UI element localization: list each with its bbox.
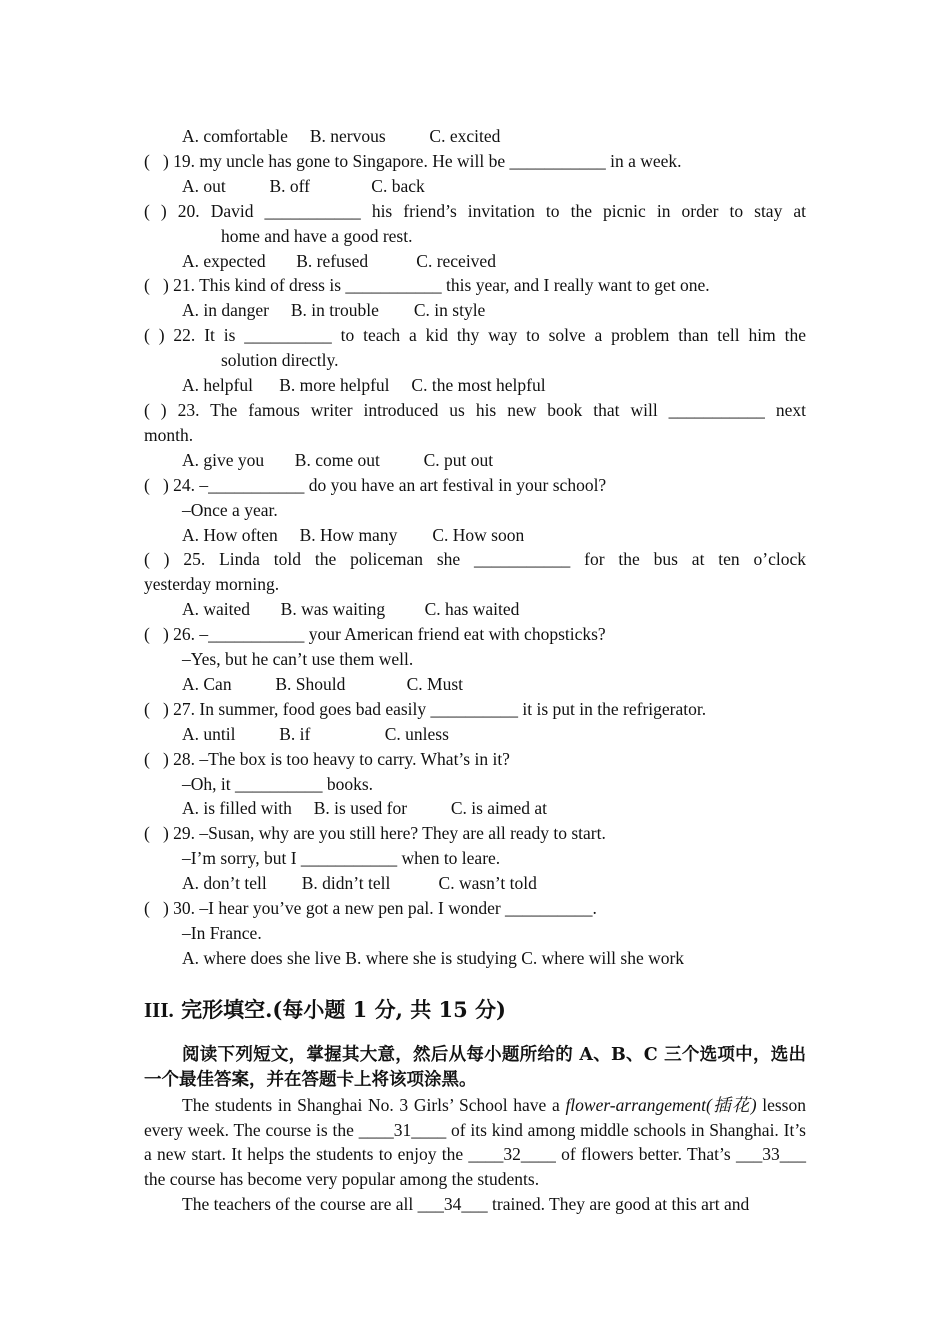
q23-options: A. give you B. come out C. put out (182, 449, 494, 470)
q20-stem-cont: home and have a good rest. (221, 225, 413, 246)
q25-stem: ( ) 25. Linda told the policeman she ___________ for the bus at ten o’clock (144, 549, 807, 570)
q27-stem: ( ) 27. In summer, food goes bad easily __________ it is put in the refrigerator. (144, 698, 707, 719)
instructions: 阅读下列短文，掌握其大意，然后从每小题所给的 A、B、C 三个选项中，选出一个最佳答案，并在答题卡上将该项涂黑。 (144, 1044, 806, 1090)
q21-stem: ( ) 21. This kind of dress is ___________ this year, and I really want to get one. (144, 275, 710, 296)
q28-stem: ( ) 28. –The box is too heavy to carry. What’s in it? (144, 748, 510, 769)
q23-stem: ( ) 23. The famous writer introduced us his new book that will ___________ next (144, 399, 806, 420)
passage-paragraph-2: The teachers of the course are all ___34___ trained. They are good at this art and (182, 1194, 750, 1215)
q29-reply: –I’m sorry, but I ___________ when to leare. (182, 848, 501, 869)
q21-options: A. in danger B. in trouble C. in style (182, 300, 486, 321)
q28-options: A. is filled with B. is used for C. is aimed at (182, 798, 548, 819)
q25-stem-cont: yesterday morning. (144, 574, 280, 595)
section-heading (144, 997, 806, 1023)
passage-paragraph-1: The students in Shanghai No. 3 Girls’ School have a flower-arrangement(插花) lesson every week. The course is the ____31____ of its kind among middle schools in Shanghai. It’s a new start. It helps the students to enjoy the ____32____ of flowers better. That’s ___33___ the course has become very popular among the students. (144, 1094, 806, 1190)
q26-reply: –Yes, but he can’t use them well. (182, 649, 414, 670)
section-title: 完形填空.(每小题 1 分, 共 15 分) (173, 996, 506, 1022)
q27-options: A. until B. if C. unless (182, 723, 449, 744)
q24-options: A. How often B. How many C. How soon (182, 524, 525, 545)
exam-page (144, 124, 806, 1217)
q22-stem: ( ) 22. It is __________ to teach a kid thy way to solve a problem than tell him the (144, 325, 807, 346)
q23-stem-cont: month. (144, 424, 194, 445)
q28-reply: –Oh, it __________ books. (182, 773, 374, 794)
q24-stem: ( ) 24. –___________ do you have an art festival in your school? (144, 474, 607, 495)
option: A. comfortable (182, 126, 288, 146)
q26-options: A. Can B. Should C. Must (182, 673, 464, 694)
q19-options: A. out B. off C. back (182, 175, 425, 196)
q25-options: A. waited B. was waiting C. has waited (182, 599, 520, 620)
q30-reply: –In France. (182, 923, 262, 943)
option: C. excited (429, 126, 501, 146)
q29-options: A. don’t tell B. didn’t tell C. wasn’t told (182, 873, 537, 894)
q22-stem-cont: solution directly. (221, 350, 339, 371)
q20-stem: ( ) 20. David ___________ his friend’s invitation to the picnic in order to stay at (144, 200, 807, 221)
section-numeral: III. (144, 997, 174, 1022)
q26-stem: ( ) 26. –___________ your American friend eat with chopsticks? (144, 624, 606, 645)
option: B. nervous (309, 126, 386, 146)
q22-options: A. helpful B. more helpful C. the most helpful (182, 375, 546, 396)
q29-stem: ( ) 29. –Susan, why are you still here? They are all ready to start. (144, 823, 606, 844)
q30-stem: ( ) 30. –I hear you’ve got a new pen pal. I wonder __________. (144, 898, 597, 919)
q24-reply: –Once a year. (182, 499, 278, 520)
q30-options: A. where does she live B. where she is studying C. where will she work (182, 947, 685, 968)
italic-term: flower-arrangement(插花) (565, 1094, 757, 1115)
q20-options: A. expected B. refused C. received (182, 250, 496, 271)
q18-options (144, 124, 806, 149)
q19-stem: ( ) 19. my uncle has gone to Singapore. He will be ___________ in a week. (144, 150, 682, 171)
